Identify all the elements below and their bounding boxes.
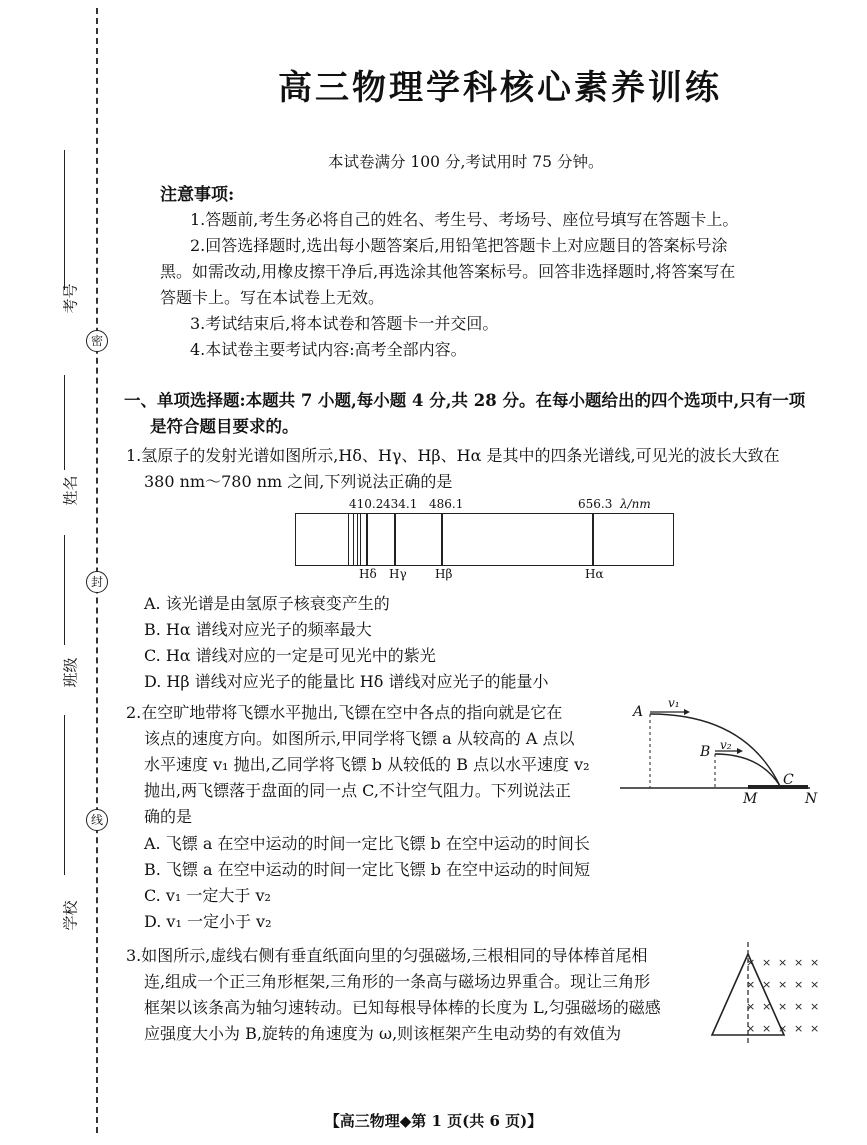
fig-point-a: A (633, 704, 644, 720)
q3-stem-line3: 框架以该条高为轴匀速转动。已知每根导体棒的长度为 L,匀强磁场的磁感 (144, 998, 661, 1017)
svg-text:×: × (810, 1000, 820, 1013)
svg-text:×: × (794, 1022, 804, 1035)
page-footer: 【高三物理◆第 1 页(共 6 页)】 (324, 1112, 543, 1130)
spectrum-wl-434: 434.1 (383, 497, 418, 511)
svg-text:×: × (778, 1022, 788, 1035)
fig-v2-label: v₂ (720, 738, 732, 752)
spectrum-line-h-delta (366, 514, 368, 565)
q3-stem-line4: 应强度大小为 B,旋转的角速度为 ω,则该框架产生电动势的有效值为 (144, 1024, 622, 1043)
spectrum-wl-410: 410.2 (349, 497, 384, 511)
section-heading-line2: 是符合题目要求的。 (150, 417, 299, 436)
svg-text:×: × (794, 978, 804, 991)
spectrum-wl-486: 486.1 (429, 497, 464, 511)
spectrum-label-h-delta: Hδ (359, 567, 377, 581)
page-title: 高三物理学科核心素养训练 (278, 68, 722, 108)
spectrum-line (360, 514, 361, 565)
q1-option-c: C. Hα 谱线对应的一定是可见光中的紫光 (144, 646, 436, 665)
q2-option-b: B. 飞镖 a 在空中运动的时间一定比飞镖 b 在空中运动的时间短 (144, 860, 591, 879)
notice-item-3: 3.考试结束后,将本试卷和答题卡一并交回。 (190, 314, 499, 333)
section-heading-line1: 一、单项选择题:本题共 7 小题,每小题 4 分,共 28 分。在每小题给出的四个选项中,只有一项 (124, 391, 806, 410)
spectrum-label-h-gamma: Hγ (389, 567, 407, 581)
svg-text:×: × (810, 1022, 820, 1035)
exam-info: 本试卷满分 100 分,考试用时 75 分钟。 (328, 153, 604, 171)
q2-stem-line4: 抛出,两飞镖落于盘面的同一点 C,不计空气阻力。下列说法正 (144, 781, 571, 800)
svg-text:×: × (762, 1022, 772, 1035)
q3-stem-line1: 3.如图所示,虚线右侧有垂直纸面向里的匀强磁场,三根相同的导体棒首尾相 (126, 946, 648, 965)
spectrum-label-h-alpha: Hα (585, 567, 604, 581)
svg-text:×: × (762, 978, 772, 991)
exam-no-label: 考号 (61, 283, 80, 314)
fig-point-m: M (743, 791, 758, 807)
svg-text:×: × (794, 1000, 804, 1013)
school-label: 学校 (61, 900, 80, 931)
q2-option-d: D. v₁ 一定小于 v₂ (144, 912, 272, 931)
q1-option-d: D. Hβ 谱线对应光子的能量比 Hδ 谱线对应光子的能量小 (144, 672, 549, 691)
spectrum-line-h-alpha (592, 514, 594, 565)
svg-text:×: × (778, 978, 788, 991)
q2-stem-line5: 确的是 (144, 807, 193, 826)
fig-point-c: C (783, 772, 794, 788)
q1-stem-line1: 1.氢原子的发射光谱如图所示,Hδ、Hγ、Hβ、Hα 是其中的四条光谱线,可见光的波长大致在 (126, 446, 780, 465)
q1-option-a: A. 该光谱是由氢原子核衰变产生的 (144, 594, 390, 613)
svg-text:×: × (810, 956, 820, 969)
q3-stem-line2: 连,组成一个正三角形框架,三角形的一条高与磁场边界重合。现让三角形 (144, 972, 651, 991)
seal-mi: 密 (86, 330, 108, 352)
spectrum-axis-unit: λ/nm (620, 497, 651, 511)
notice-item-2b: 黑。如需改动,用橡皮擦干净后,再选涂其他答案标号。回答非选择题时,将答案写在 (160, 262, 736, 281)
notice-item-2c: 答题卡上。写在本试卷上无效。 (160, 288, 385, 307)
spectrum-label-h-beta: Hβ (435, 567, 453, 581)
q1-option-b: B. Hα 谱线对应光子的频率最大 (144, 620, 372, 639)
fig-point-b: B (700, 744, 711, 760)
spectrum-line (353, 514, 354, 565)
svg-text:×: × (762, 956, 772, 969)
school-line (64, 715, 65, 875)
q2-stem-line1: 2.在空旷地带将飞镖水平抛出,飞镖在空中各点的指向就是它在 (126, 703, 563, 722)
svg-text:×: × (794, 956, 804, 969)
triangle-magnetic-field-diagram (700, 940, 830, 1045)
seal-xian: 线 (86, 809, 108, 831)
svg-text:×: × (746, 956, 756, 969)
name-label: 姓名 (61, 475, 80, 506)
notice-item-1: 1.答题前,考生务必将自己的姓名、考生号、考场号、座位号填写在答题卡上。 (190, 210, 739, 229)
q2-option-a: A. 飞镖 a 在空中运动的时间一定比飞镖 b 在空中运动的时间长 (144, 834, 590, 853)
svg-text:×: × (746, 978, 756, 991)
svg-text:×: × (778, 1000, 788, 1013)
name-line (64, 375, 65, 470)
svg-text:×: × (762, 1000, 772, 1013)
spectrum-line-h-beta (441, 514, 443, 565)
q2-stem-line2: 该点的速度方向。如图所示,甲同学将飞镖 a 从较高的 A 点以 (144, 729, 575, 748)
svg-text:×: × (778, 956, 788, 969)
class-line (64, 535, 65, 645)
svg-text:×: × (746, 1022, 756, 1035)
notice-item-2a: 2.回答选择题时,选出每小题答案后,用铅笔把答题卡上对应题目的答案标号涂 (190, 236, 728, 255)
svg-text:×: × (810, 978, 820, 991)
spectrum-line (357, 514, 358, 565)
q2-option-c: C. v₁ 一定大于 v₂ (144, 886, 271, 905)
class-label: 班级 (61, 657, 80, 688)
seal-feng: 封 (86, 571, 108, 593)
spectrum-box (295, 513, 674, 566)
spectrum-wl-656: 656.3 (578, 497, 613, 511)
fig-v1-label: v₁ (668, 696, 680, 710)
fig-point-n: N (805, 791, 818, 807)
notice-item-4: 4.本试卷主要考试内容:高考全部内容。 (190, 340, 467, 359)
notice-title: 注意事项: (160, 185, 235, 205)
spectrum-line (348, 514, 349, 565)
q1-stem-line2: 380 nm～780 nm 之间,下列说法正确的是 (144, 472, 453, 491)
q2-stem-line3: 水平速度 v₁ 抛出,乙同学将飞镖 b 从较低的 B 点以水平速度 v₂ (144, 755, 590, 774)
svg-text:×: × (746, 1000, 756, 1013)
spectrum-line-h-gamma (394, 514, 396, 565)
